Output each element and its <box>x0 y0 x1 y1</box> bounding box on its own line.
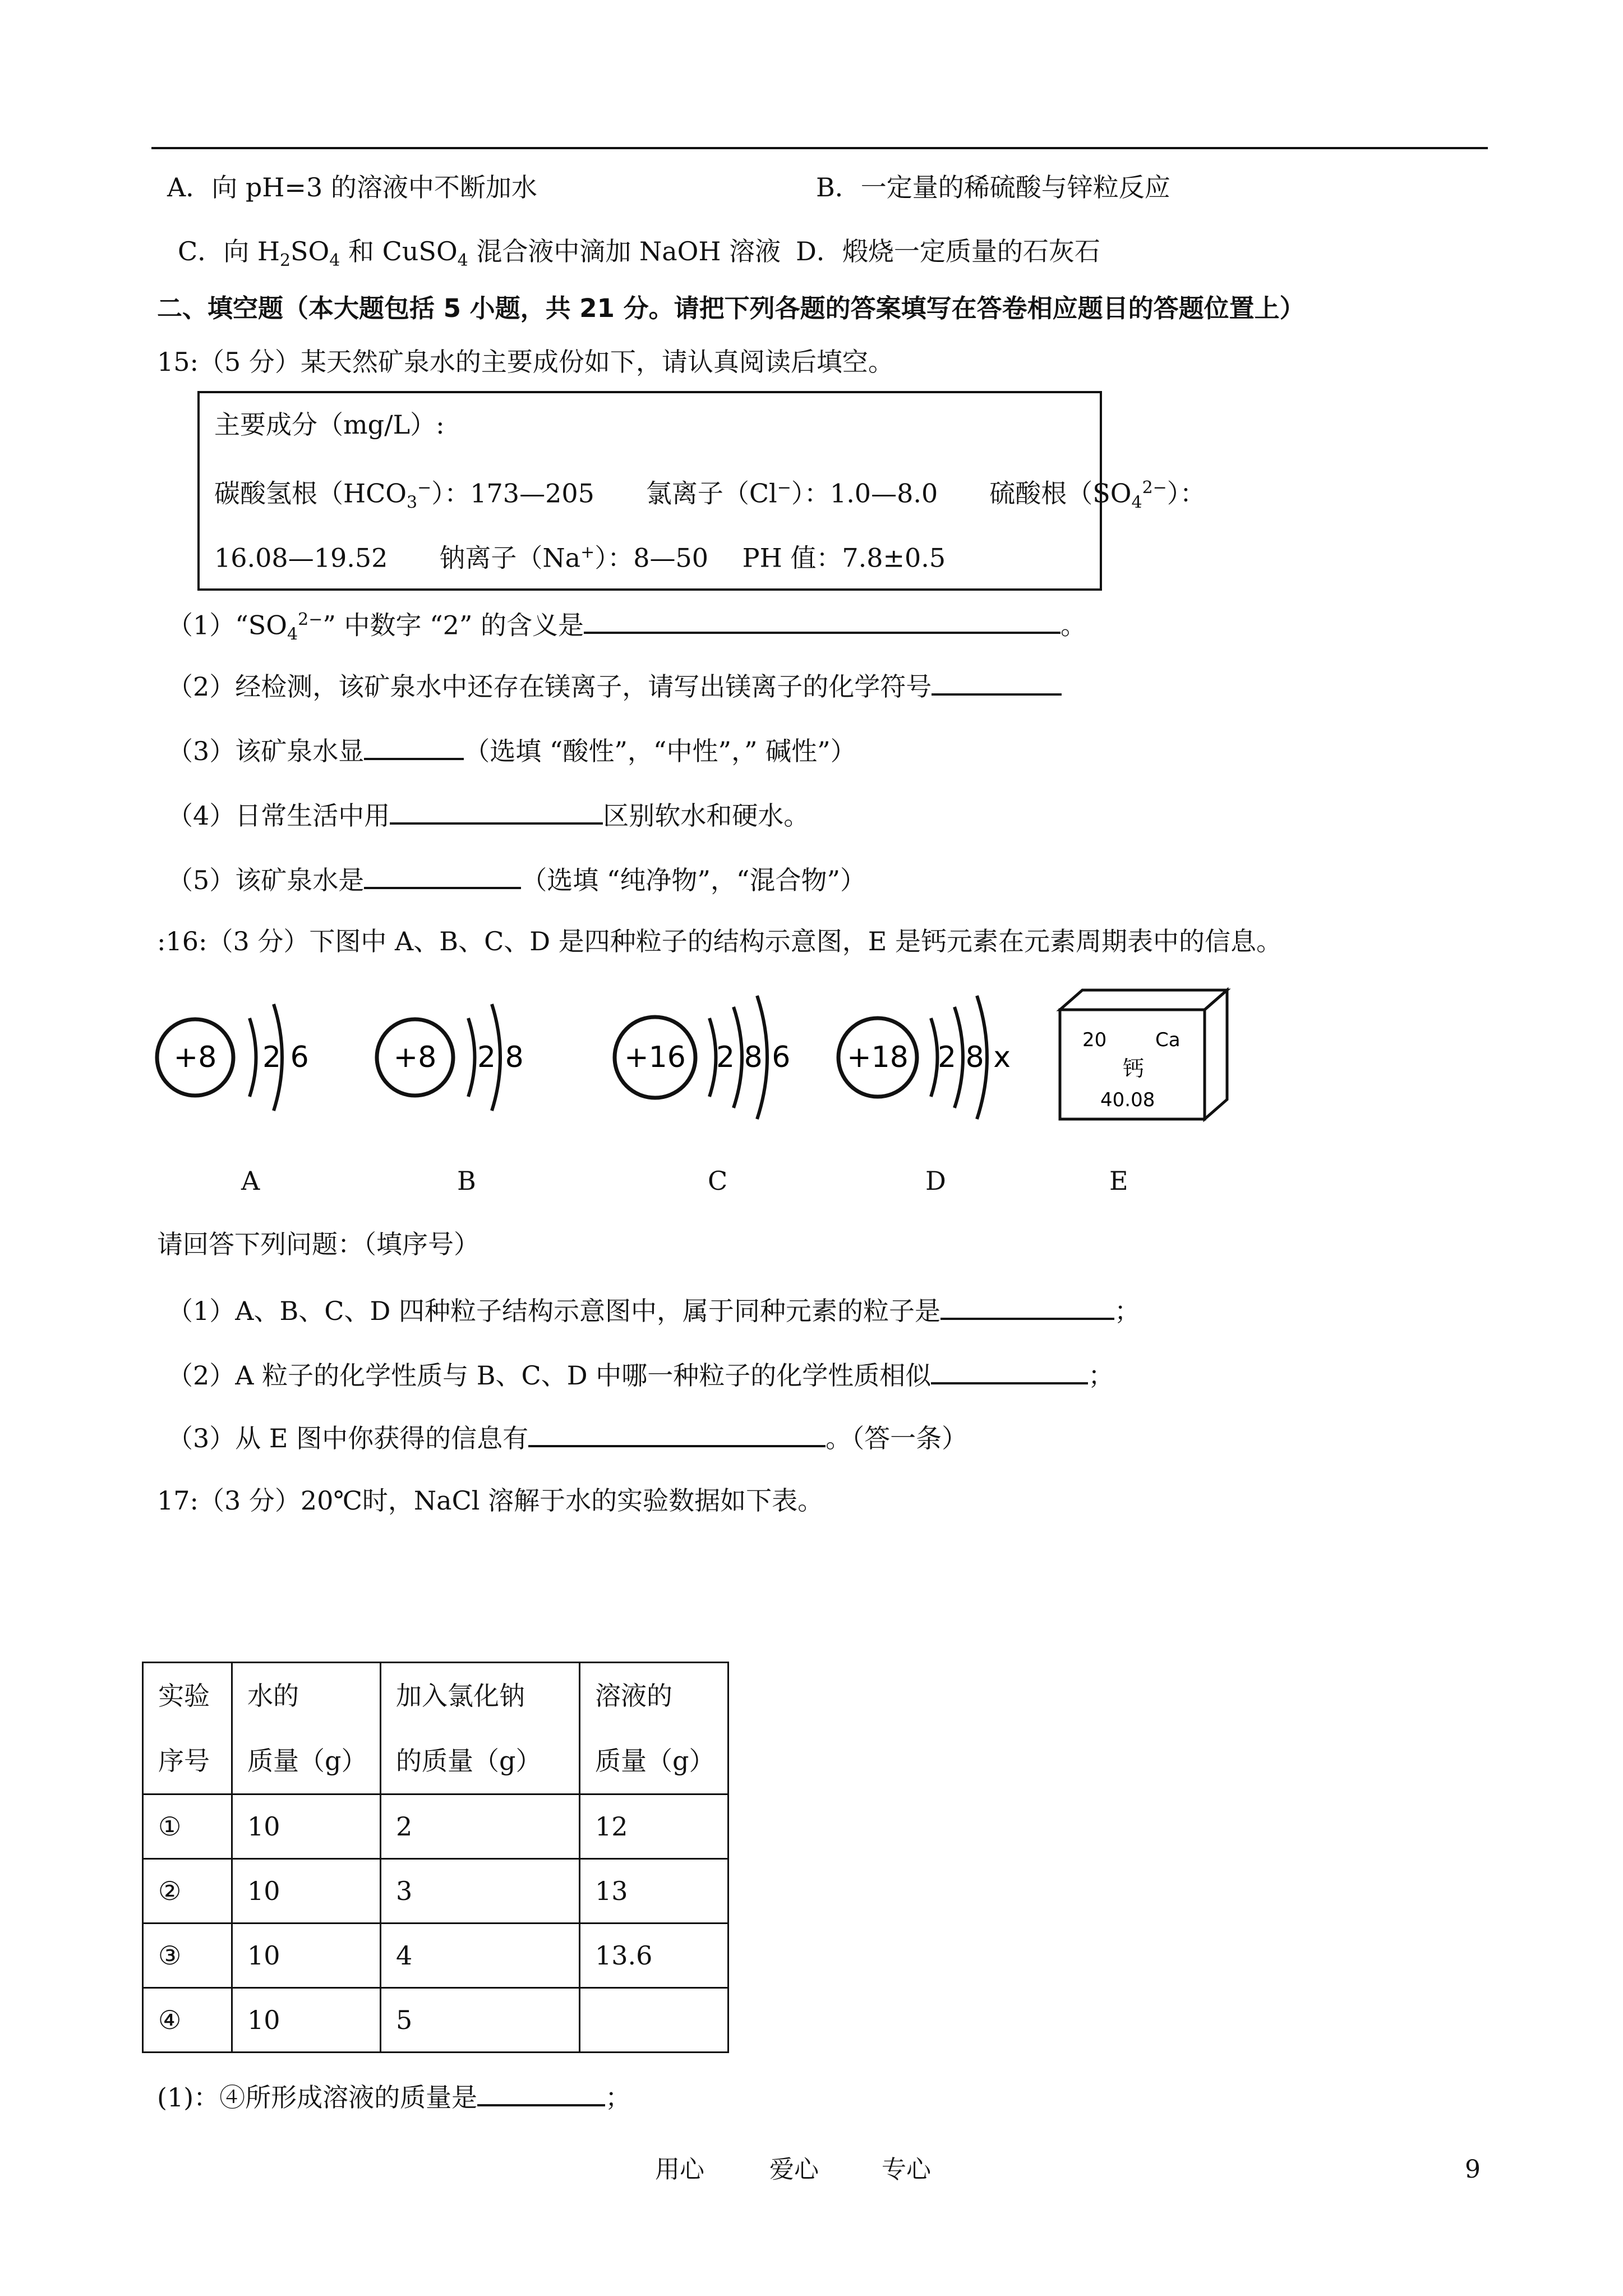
mineral-line-2: 碳酸氢根$(HCO_3^-)$：173—205 氯离子（Cl−）：1.0—8.0 硫酸根$(SO_4^{2-})$： <box>214 478 1206 513</box>
nucleus-label: +8 <box>173 1041 217 1074</box>
element-symbol: Ca <box>1155 1029 1181 1051</box>
q16-part-1: （1）A、B、C、D 四种粒子结构示意图中，属于同种元素的粒子是 ； <box>167 1292 1140 1328</box>
footer-motto-3: 专心 <box>882 2155 931 2184</box>
q17-stem: 17:（3 分）20℃时，NaCl 溶解于水的实验数据如下表。 <box>157 1485 824 1516</box>
q15-part-3: （3）该矿泉水显 （选填 “酸性”，“中性”，” 碱性”） <box>167 732 856 768</box>
element-card-e <box>1060 990 1227 1119</box>
table-cell: 2 <box>381 1795 580 1859</box>
atomic-mass: 40.08 <box>1100 1089 1155 1111</box>
page-number: 9 <box>1465 2155 1481 2184</box>
table-cell: 10 <box>232 1988 381 2053</box>
q15-part-2: （2）经检测，该矿泉水中还存在镁离子，请写出镁离子的化学符号 <box>167 668 1062 703</box>
q15-part-1: $(1)“SO_4^{2-}$” 中数字 “2” 的含义是 。 <box>167 603 1086 652</box>
table-cell: 10 <box>232 1924 381 1988</box>
header-cell: 实验 序号 <box>143 1663 232 1795</box>
table-cell: ④ <box>143 1988 232 2053</box>
table-row <box>143 1988 728 2053</box>
q16-stem: :16:（3 分）下图中 A、B、C、D 是四种粒子的结构示意图，E 是钙元素在元素周期表中的信息。 <box>157 926 1282 956</box>
table-cell[interactable] <box>580 1988 728 2053</box>
table-cell: 13 <box>580 1859 728 1924</box>
table-cell: 10 <box>232 1859 381 1924</box>
label-c: C <box>708 1166 728 1196</box>
answer-blank[interactable] <box>940 1292 1114 1320</box>
atomic-number: 20 <box>1082 1029 1107 1051</box>
particle-d <box>838 996 1011 1119</box>
table-cell: 5 <box>381 1988 580 2053</box>
header-rule <box>151 147 1488 149</box>
q16-part-2: （2）A 粒子的化学性质与 B、C、D 中哪一种粒子的化学性质相似 ； <box>167 1356 1114 1392</box>
table-cell: ① <box>143 1795 232 1859</box>
particle-c <box>615 996 790 1119</box>
option-d: D．煅烧一定质量的石灰石 <box>796 236 1100 266</box>
table-row <box>143 1859 728 1924</box>
answer-blank[interactable] <box>932 668 1062 696</box>
mineral-line-3: 16.08—19.52 钠离子（Na+）：8—50 PH 值：7.8±0.5 <box>214 542 946 573</box>
q15-part-4: （4）日常生活中用 区别软水和硬水。 <box>167 797 809 832</box>
q16-instruction: 请回答下列问题：（填序号） <box>157 1229 479 1259</box>
table-cell: 4 <box>381 1924 580 1988</box>
answer-blank[interactable] <box>931 1356 1088 1384</box>
answer-blank[interactable] <box>528 1419 826 1447</box>
particle-a <box>157 1004 309 1111</box>
mineral-line-1: 主要成分（mg/L）: <box>214 409 445 440</box>
q15-part-5: （5）该矿泉水是 （选填 “纯净物”，“混合物”） <box>167 861 866 897</box>
shell-electrons: 2 6 <box>262 1041 309 1074</box>
option-c: C．向 $H_2SO_4$ 和 CuSO$_4$ 混合液中滴加 NaOH 溶液 <box>178 236 781 271</box>
label-a: A <box>241 1166 260 1196</box>
answer-blank[interactable] <box>584 606 1061 634</box>
shell-electrons: 2 8 <box>477 1041 524 1074</box>
nucleus-label: +8 <box>393 1041 437 1074</box>
footer-motto-1: 用心 <box>655 2155 704 2184</box>
footer-motto-2: 爱心 <box>769 2155 819 2184</box>
option-a: A．向 pH=3 的溶液中不断加水 <box>167 172 537 203</box>
element-name: 钙 <box>1123 1056 1145 1081</box>
label-b: B <box>457 1166 476 1196</box>
table-cell: ② <box>143 1859 232 1924</box>
table-cell: 13.6 <box>580 1924 728 1988</box>
table-cell: ③ <box>143 1924 232 1988</box>
nucleus-label: +16 <box>624 1041 686 1074</box>
answer-blank[interactable] <box>364 861 521 889</box>
table-cell: 3 <box>381 1859 580 1924</box>
header-cell: 加入氯化钠 的质量（g） <box>381 1663 580 1795</box>
table-cell: 12 <box>580 1795 728 1859</box>
shell-electrons: 2 8 x <box>938 1041 1011 1074</box>
option-b: B．一定量的稀硫酸与锌粒反应 <box>816 172 1170 203</box>
header-cell: 水的 质量（g） <box>232 1663 381 1795</box>
table-row <box>143 1795 728 1859</box>
table-cell: 10 <box>232 1795 381 1859</box>
header-cell: 溶液的 质量（g） <box>580 1663 728 1795</box>
shell-electrons: 2 8 6 <box>716 1041 791 1074</box>
answer-blank[interactable] <box>477 2078 605 2106</box>
particle-b <box>377 1004 524 1111</box>
answer-blank[interactable] <box>390 797 603 825</box>
table-row <box>143 1924 728 1988</box>
q15-stem: 15:（5 分）某天然矿泉水的主要成份如下，请认真阅读后填空。 <box>157 347 894 377</box>
answer-blank[interactable] <box>364 732 464 760</box>
nacl-data-table <box>142 1662 729 2053</box>
label-d: D <box>925 1166 946 1196</box>
label-e: E <box>1109 1166 1128 1196</box>
particle-diagrams <box>151 987 1239 1128</box>
section-heading: 二、填空题（本大题包括 5 小题，共 21 分。请把下列各题的答案填写在答卷相应题目的答题位置上） <box>157 293 1305 323</box>
q17-part-1: (1)：④所形成溶液的质量是 ； <box>157 2078 631 2114</box>
nucleus-label: +18 <box>847 1041 909 1074</box>
table-header-row <box>143 1663 728 1795</box>
q16-part-3: （3）从 E 图中你获得的信息有 。（答一条） <box>167 1419 967 1455</box>
